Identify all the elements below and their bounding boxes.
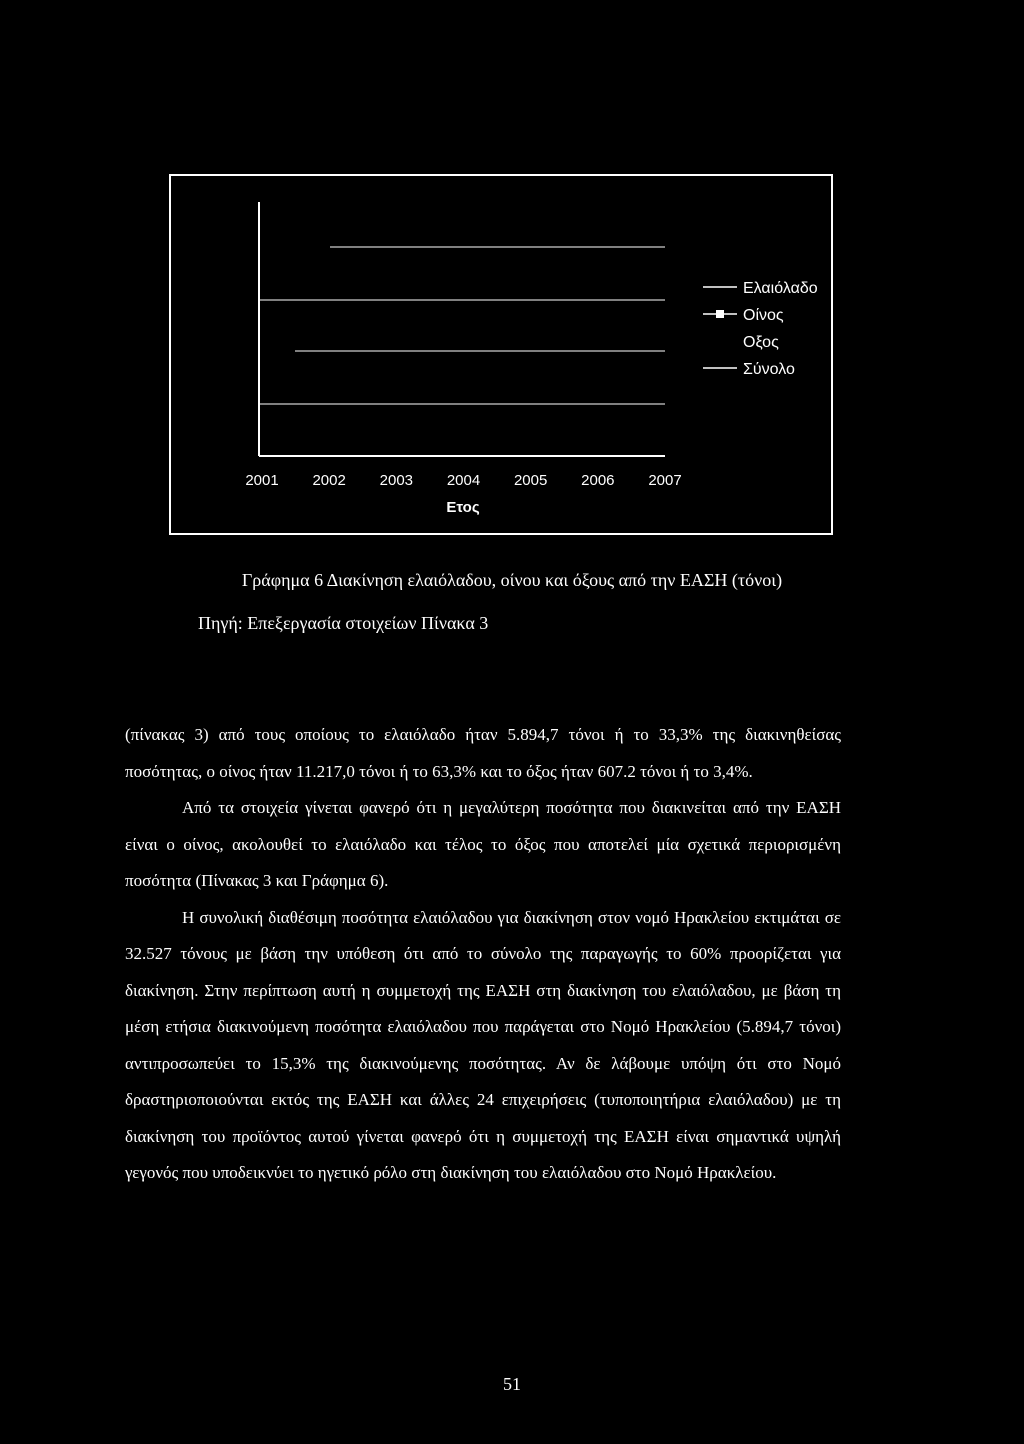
x-tick-label: 2007 [648,472,682,489]
x-tick-label: 2002 [312,472,346,489]
page-number: 51 [503,1374,521,1394]
plot-area [259,202,665,456]
x-tick-label: 2001 [245,472,279,489]
legend-label: Οξος [743,334,779,351]
paragraph-2: Από τα στοιχεία γίνεται φανερό ότι η μεγαλύτερη ποσότητα που διακινείται από την ΕΑΣΗ είναι ο οίνος, ακολουθεί το ελαιόλαδο και τέλος το όξος που αποτελεί μία σχετικά περιορισμένη ποσότητα (Πίνακας 3 και Γράφημα 6). [125,798,841,890]
x-tick-label: 2005 [513,472,548,489]
legend-label: Ελαιόλαδο [743,280,818,297]
x-tick-label: 2003 [379,472,414,489]
x-tick-label: 2006 [581,472,615,489]
legend [703,280,818,378]
body-text [125,717,841,1192]
legend-marker [716,310,724,318]
x-axis-title: Ετος [446,499,480,516]
paragraph-1: (πίνακας 3) από τους οποίους το ελαιόλαδο ήταν 5.894,7 τόνοι ή το 33,3% της διακινηθείσας ποσότητας, ο οίνος ήταν 11.217,0 τόνοι ή το 63,3% και το όξος ήταν 607.2 τόνοι ή το 3,4%. [125,725,841,781]
figure-source: Πηγή: Επεξεργασία στοιχείων Πίνακα 3 [198,613,489,633]
legend-label: Σύνολο [743,361,795,378]
legend-label: Οίνος [743,307,784,324]
paragraph-3: Η συνολική διαθέσιμη ποσότητα ελαιόλαδου για διακίνηση στον νομό Ηρακλείου εκτιμάται σε 32.527 τόνους με βάση την υπόθεση ότι από το σύνολο της παραγωγής το 60% προορίζεται για διακίνηση. Στην περίπτωση αυτή η συμμετοχή της ΕΑΣΗ στη διακίνηση του ελαιόλαδου, με βάση τη μέση ετήσια διακινούμενη ποσότητα ελαιόλαδου που παράγεται στο Νομό Ηρακλείου (5.894,7 τόνοι) αντιπροσωπεύει το 15,3% της διακινούμενης ποσότητας. Αν δε λάβουμε υπόψη ότι στο Νομό δραστηριοποιούνται εκτός της ΕΑΣΗ και άλλες 24 επιχειρήσεις (τυποποιητήρια ελαιόλαδου) με τη διακίνηση του προϊόντος αυτού γίνεται φανερό ότι η συμμετοχή της ΕΑΣΗ είναι σημαντικά υψηλή γεγονός που υποδεικνύει το ηγετικό ρόλο στη διακίνηση του ελαιόλαδου στο Νομό Ηρακλείου. [125,907,841,1182]
x-axis-ticks [245,472,681,489]
x-tick-label: 2004 [446,472,481,489]
figure-caption: Γράφημα 6 Διακίνηση ελαιόλαδου, οίνου και όξους από την ΕΑΣΗ (τόνοι) [241,570,783,590]
